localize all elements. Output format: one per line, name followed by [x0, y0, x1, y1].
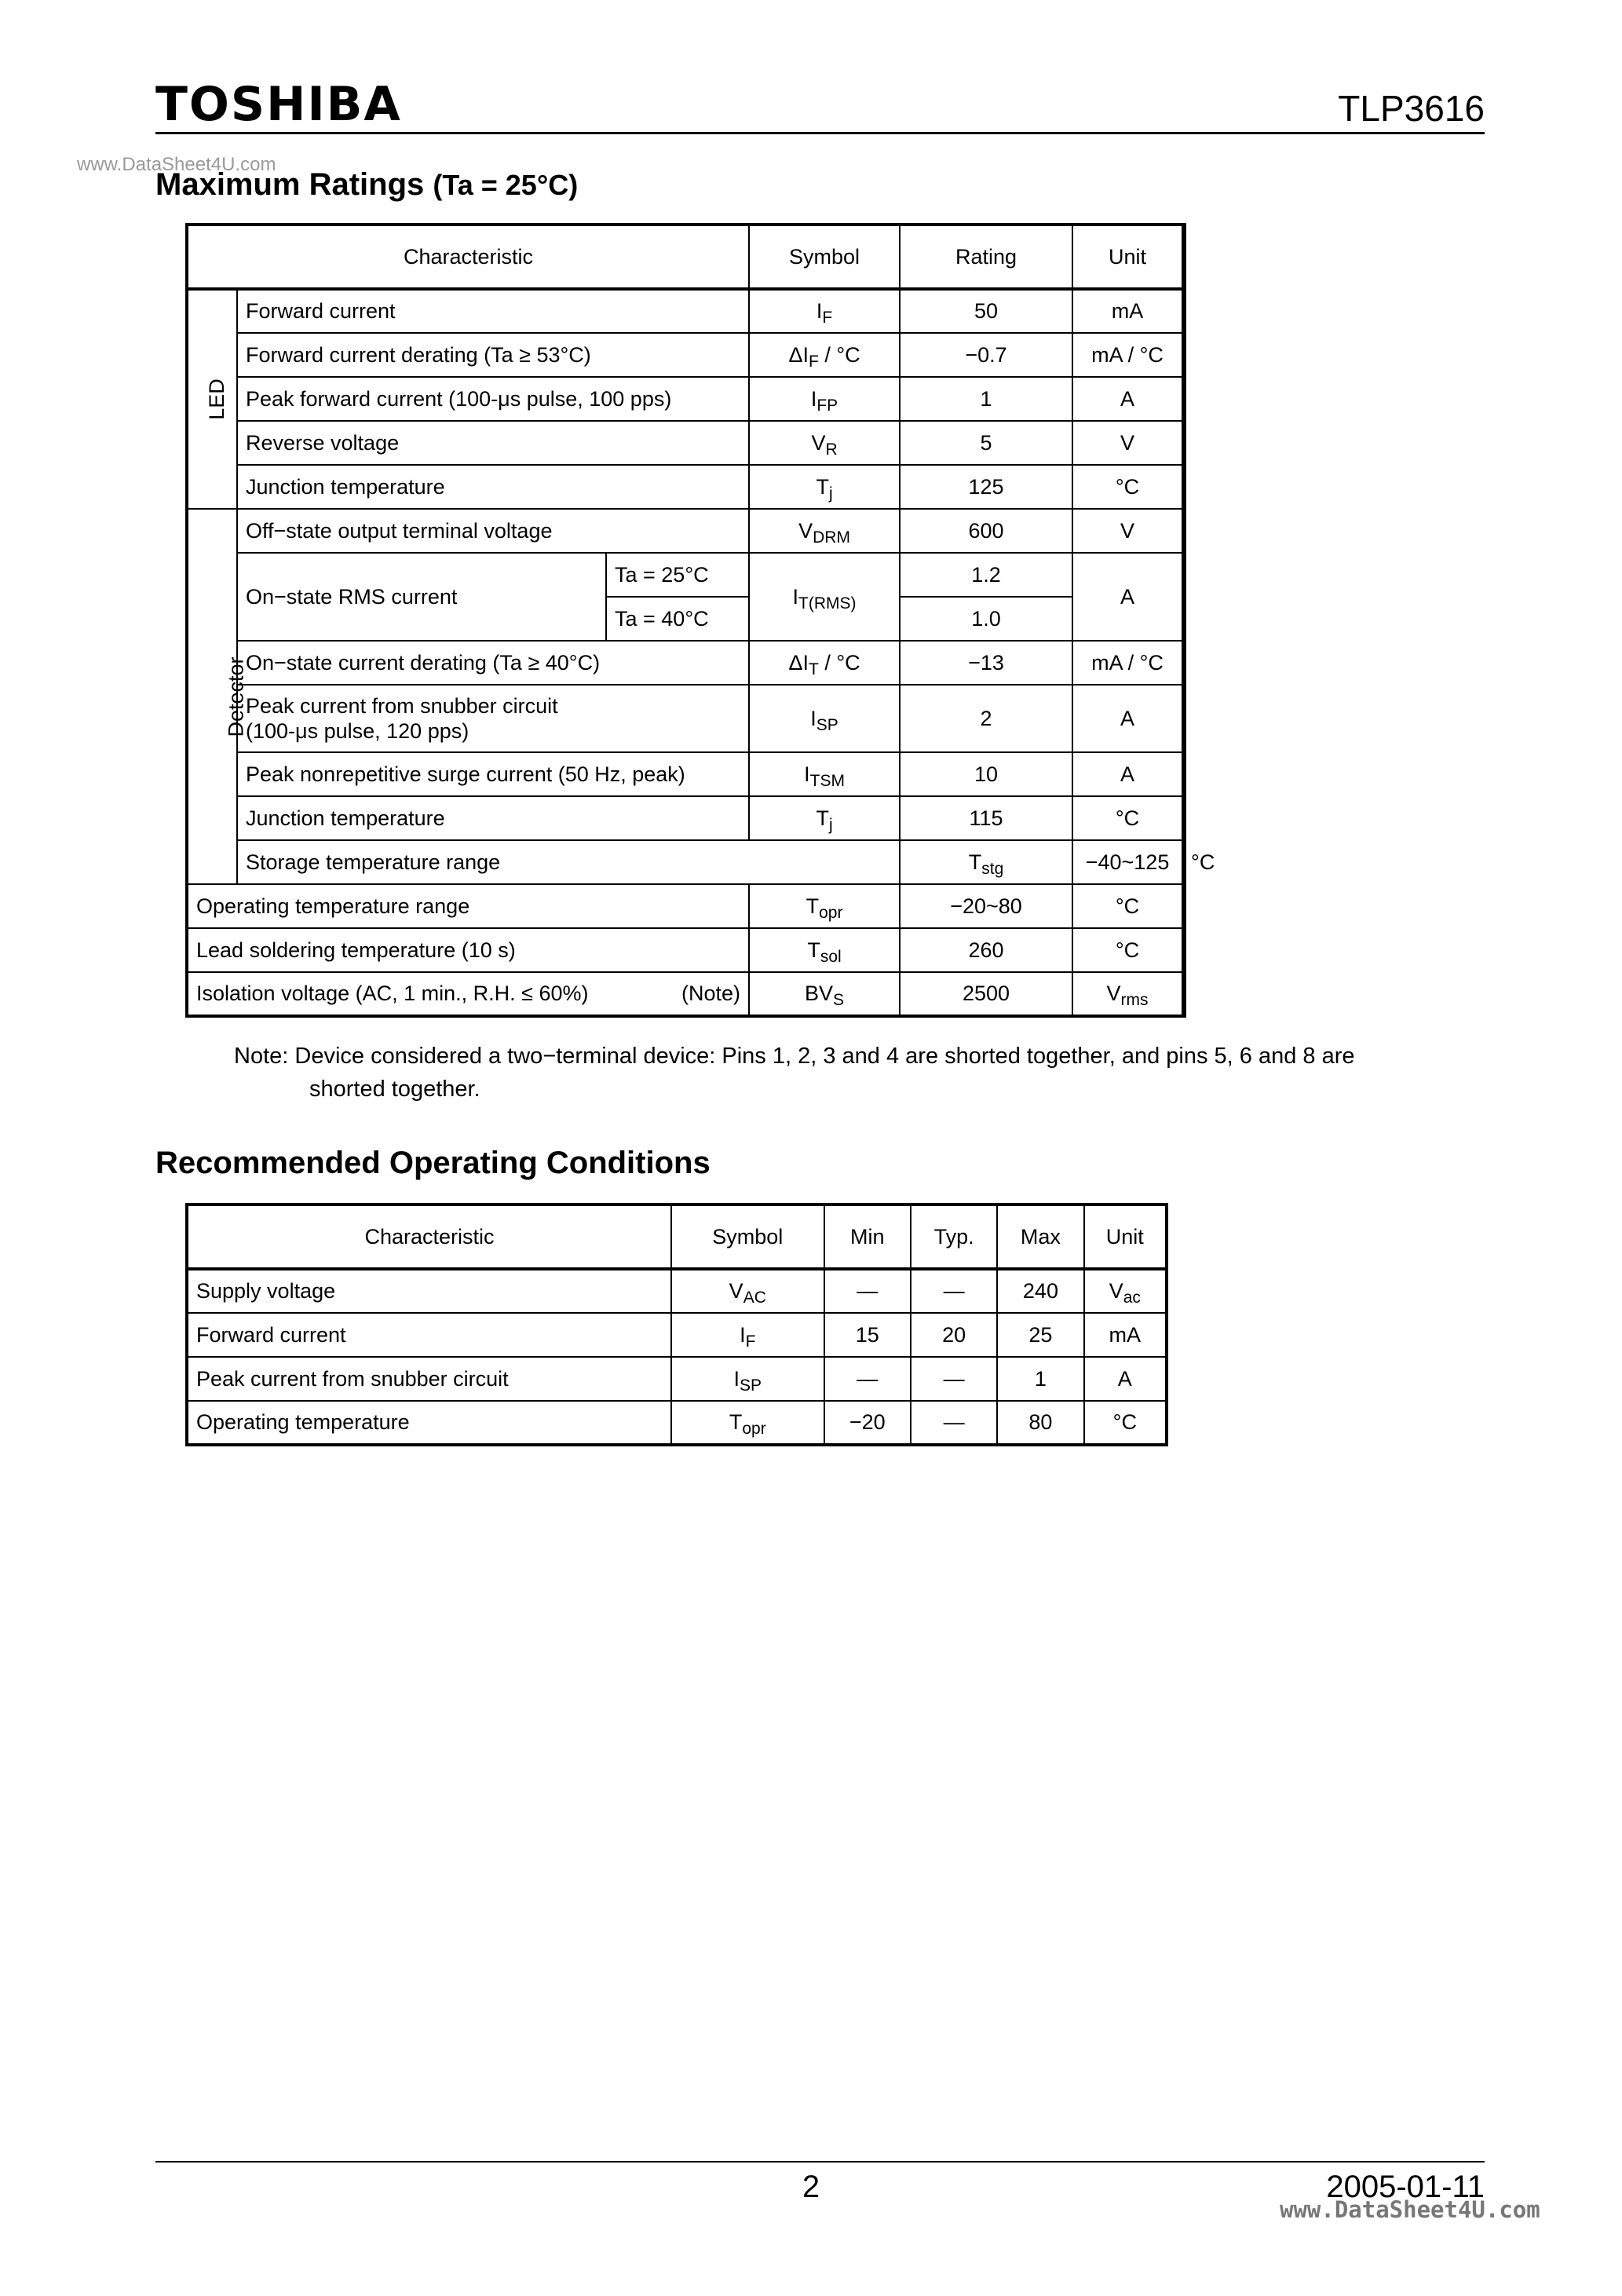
cell-unit: °C [1072, 796, 1182, 840]
cell-unit: $V_{ac}$ [1084, 1269, 1167, 1313]
table-header-row [187, 225, 1185, 289]
cell-rating: 10 [900, 752, 1072, 796]
cell-typ: — [911, 1401, 997, 1445]
cell-characteristic: Supply voltage [187, 1269, 671, 1313]
cell-rating: 1 [900, 377, 1072, 421]
table-row [187, 884, 1185, 928]
max-ratings-table [185, 223, 1215, 1018]
cell-symbol: $I_{FP}$ [749, 377, 900, 421]
cell-characteristic: On−state current derating (Ta ≥ 40°C) [237, 641, 749, 685]
footer-rule [155, 2161, 1485, 2163]
cell-symbol: $BV_S$ [749, 972, 900, 1016]
cell-symbol: $I_F$ [671, 1313, 824, 1357]
cell-rating: 260 [900, 928, 1072, 972]
cell-characteristic: Storage temperature range [237, 840, 900, 884]
header-max: Max [997, 1205, 1083, 1269]
table-row [187, 1269, 1167, 1313]
cell-min: — [824, 1357, 911, 1401]
cell-symbol: $V_{DRM}$ [749, 509, 900, 553]
cell-characteristic: Forward current [237, 289, 749, 333]
header-unit: Unit [1084, 1205, 1167, 1269]
cell-characteristic: Lead soldering temperature (10 s) [187, 928, 749, 972]
cell-rating: 1.0 [900, 597, 1072, 641]
note-line-1: Note: Device considered a two−terminal device: Pins 1, 2, 3 and 4 are shorted together, and pins 5, 6 and 8 are [234, 1044, 1355, 1069]
table-row [187, 796, 1185, 840]
cell-rating: 2500 [900, 972, 1072, 1016]
cell-min: — [824, 1269, 911, 1313]
part-number: TLP3616 [1338, 88, 1485, 129]
group-label-detector: Detector [187, 509, 237, 884]
cell-symbol: $T_j$ [749, 465, 900, 509]
document-date: 2005-01-11 [1326, 2170, 1485, 2204]
cell-max: 80 [997, 1401, 1083, 1445]
header-symbol: Symbol [671, 1205, 824, 1269]
cell-symbol: $T_{opr}$ [671, 1401, 824, 1445]
cell-symbol: $I_{SP}$ [749, 685, 900, 752]
cell-unit: °C [1072, 884, 1182, 928]
cell-max: 240 [997, 1269, 1083, 1313]
max-ratings-title [155, 165, 578, 205]
header-min: Min [824, 1205, 911, 1269]
rec-op-table [185, 1203, 1168, 1446]
cell-characteristic: On−state RMS current [237, 553, 606, 641]
rec-op-title: Recommended Operating Conditions [155, 1146, 711, 1180]
cell-unit: mA [1084, 1313, 1167, 1357]
cell-characteristic: Peak nonrepetitive surge current (50 Hz, peak) [237, 752, 749, 796]
cell-characteristic: Off−state output terminal voltage [237, 509, 749, 553]
cell-unit: mA / °C [1072, 641, 1182, 685]
cell-symbol: $I_{TSM}$ [749, 752, 900, 796]
cell-characteristic: Peak current from snubber circuit [187, 1357, 671, 1401]
table-row [187, 1313, 1167, 1357]
header-characteristic: Characteristic [187, 1205, 671, 1269]
cell-condition: Ta = 25°C [606, 553, 749, 597]
cell-unit: °C [1072, 928, 1182, 972]
cell-characteristic: Operating temperature range [187, 884, 749, 928]
cell-symbol: $T_{opr}$ [749, 884, 900, 928]
table-row [187, 1357, 1167, 1401]
brand-logo: TOSHIBA [155, 77, 402, 132]
table-row [187, 641, 1185, 685]
cell-unit: V [1072, 421, 1182, 465]
cell-symbol: $\Delta I_T / ^\circ C$ [749, 641, 900, 685]
header-unit: Unit [1072, 225, 1182, 289]
table-row [187, 421, 1185, 465]
cell-unit: A [1072, 377, 1182, 421]
cell-symbol: $I_F$ [749, 289, 900, 333]
cell-symbol: $I_{T(RMS)}$ [749, 553, 900, 641]
cell-typ: — [911, 1357, 997, 1401]
header-typ: Typ. [911, 1205, 997, 1269]
cell-rating: −13 [900, 641, 1072, 685]
table-row [187, 377, 1185, 421]
cell-max: 1 [997, 1357, 1083, 1401]
cell-unit: °C [1084, 1401, 1167, 1445]
max-ratings-title-condition: (Ta = 25°C) [433, 169, 579, 201]
note-line-2: shorted together. [309, 1077, 480, 1102]
cell-characteristic: Junction temperature [237, 796, 749, 840]
cell-unit: mA [1072, 289, 1182, 333]
cell-symbol: $V_R$ [749, 421, 900, 465]
cell-symbol: $T_{stg}$ [900, 840, 1072, 884]
cell-rating: 600 [900, 509, 1072, 553]
note-text [234, 1040, 1355, 1106]
cell-typ: 20 [911, 1313, 997, 1357]
cell-characteristic: Operating temperature [187, 1401, 671, 1445]
cell-unit: V [1072, 509, 1182, 553]
cell-typ: — [911, 1269, 997, 1313]
cell-rating: 5 [900, 421, 1072, 465]
cell-rating: −40~125 [1072, 840, 1182, 884]
cell-rating: 50 [900, 289, 1072, 333]
cell-characteristic: Forward current [187, 1313, 671, 1357]
cell-unit: mA / °C [1072, 333, 1182, 377]
watermark-top[interactable]: www.DataSheet4U.com [77, 154, 276, 175]
cell-symbol: $\Delta I_F / ^\circ C$ [749, 333, 900, 377]
header-characteristic: Characteristic [187, 225, 749, 289]
cell-symbol: $I_{SP}$ [671, 1357, 824, 1401]
cell-characteristic: Isolation voltage (AC, 1 min., R.H. ≤ 60%) (Note) [187, 972, 749, 1016]
table-row [187, 928, 1185, 972]
watermark-bottom[interactable]: www.DataSheet4U.com [1280, 2196, 1540, 2223]
cell-condition: Ta = 40°C [606, 597, 749, 641]
cell-rating: −20~80 [900, 884, 1072, 928]
cell-rating: 125 [900, 465, 1072, 509]
cell-rating: 115 [900, 796, 1072, 840]
cell-min: −20 [824, 1401, 911, 1445]
cell-unit: A [1072, 685, 1182, 752]
cell-unit: A [1072, 553, 1182, 641]
header-rating: Rating [900, 225, 1072, 289]
cell-symbol: $T_j$ [749, 796, 900, 840]
table-row [187, 465, 1185, 509]
cell-rating: 1.2 [900, 553, 1072, 597]
max-ratings-title-text: Maximum Ratings [155, 167, 425, 202]
cell-characteristic: Junction temperature [237, 465, 749, 509]
group-label-led: LED [187, 289, 237, 509]
cell-characteristic: Forward current derating (Ta ≥ 53°C) [237, 333, 749, 377]
cell-unit: A [1072, 752, 1182, 796]
cell-unit: °C [1072, 465, 1182, 509]
header-rule [155, 132, 1485, 134]
cell-unit: °C [1182, 840, 1185, 884]
page-number: 2 [802, 2170, 820, 2204]
cell-symbol: $V_{AC}$ [671, 1269, 824, 1313]
table-row [187, 1401, 1167, 1445]
cell-unit: $V_{rms}$ [1072, 972, 1182, 1016]
table-row [187, 509, 1185, 553]
table-row [187, 752, 1185, 796]
cell-unit: A [1084, 1357, 1167, 1401]
table-row [187, 333, 1185, 377]
cell-min: 15 [824, 1313, 911, 1357]
note-reference: (Note) [681, 982, 741, 1005]
cell-rating: 2 [900, 685, 1072, 752]
cell-characteristic: Peak current from snubber circuit (100-μs pulse, 120 pps) [237, 685, 749, 752]
cell-characteristic: Peak forward current (100-μs pulse, 100 pps) [237, 377, 749, 421]
table-row [187, 840, 1185, 884]
table-row [187, 972, 1185, 1016]
cell-characteristic: Reverse voltage [237, 421, 749, 465]
cell-symbol: $T_{sol}$ [749, 928, 900, 972]
cell-rating: −0.7 [900, 333, 1072, 377]
table-row [187, 289, 1185, 333]
table-row [187, 553, 1185, 597]
table-header-row [187, 1205, 1167, 1269]
header-symbol: Symbol [749, 225, 900, 289]
table-row [187, 685, 1185, 752]
cell-max: 25 [997, 1313, 1083, 1357]
